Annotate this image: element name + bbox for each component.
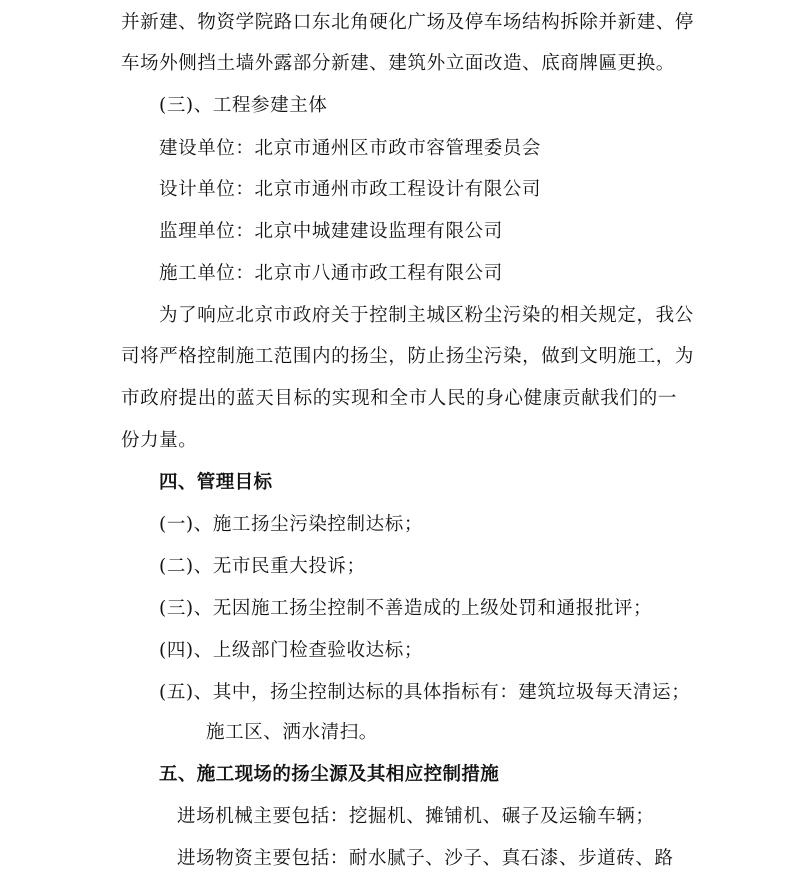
- party-line-design: [159, 178, 541, 202]
- paragraph-line: 车场外侧挡土墙外露部分新建、建筑外立面改造、底商牌匾更换。: [121, 53, 675, 74]
- section-heading: 五、施工现场的扬尘源及其相应控制措施: [159, 764, 500, 785]
- party-label: 设计单位：: [159, 179, 255, 200]
- list-item: (一)、施工扬尘污染控制达标；: [159, 514, 423, 535]
- party-line-supervision: [159, 220, 503, 244]
- party-value: 北京市八通市政工程有限公司: [254, 263, 503, 284]
- party-label: 建设单位：: [159, 138, 255, 159]
- paragraph-line: 为了响应北京市政府关于控制主城区粉尘污染的相关规定，我公: [159, 305, 694, 326]
- paragraph-line: 市政府提出的蓝天目标的实现和全市人民的身心健康贡献我们的一: [121, 388, 677, 409]
- list-item: (二)、无市民重大投诉；: [159, 556, 366, 577]
- party-value: 北京市通州区市政市容管理委员会: [254, 138, 542, 159]
- paragraph-line: 份力量。: [121, 430, 198, 451]
- party-value: 北京中城建建设监理有限公司: [254, 221, 503, 242]
- party-value: 北京市通州市政工程设计有限公司: [254, 179, 542, 200]
- list-item: (三)、无因施工扬尘控制不善造成的上级处罚和通报批评；: [159, 598, 653, 619]
- paragraph-line: 进场机械主要包括：挖掘机、摊铺机、碾子及运输车辆；: [177, 806, 655, 827]
- list-item-continuation: 施工区、洒水清扫。: [206, 722, 378, 743]
- party-line-construction: [159, 137, 541, 161]
- list-item: (四)、上级部门检查验收达标；: [159, 640, 423, 661]
- party-label: 施工单位：: [159, 263, 255, 284]
- paragraph-line: 并新建、物资学院路口东北角硬化广场及停车场结构拆除并新建、停: [121, 12, 695, 33]
- subsection-heading: (三)、工程参建主体: [159, 95, 328, 116]
- paragraph-line: 进场物资主要包括：耐水腻子、沙子、真石漆、步道砖、路: [177, 848, 674, 869]
- section-heading: 四、管理目标: [159, 472, 273, 493]
- party-label: 监理单位：: [159, 221, 255, 242]
- paragraph-line: 司将严格控制施工范围内的扬尘，防止扬尘污染，做到文明施工，为: [121, 346, 695, 367]
- party-line-contractor: [159, 262, 503, 286]
- list-item: (五)、其中，扬尘控制达标的具体指标有：建筑垃圾每天清运；: [159, 682, 691, 703]
